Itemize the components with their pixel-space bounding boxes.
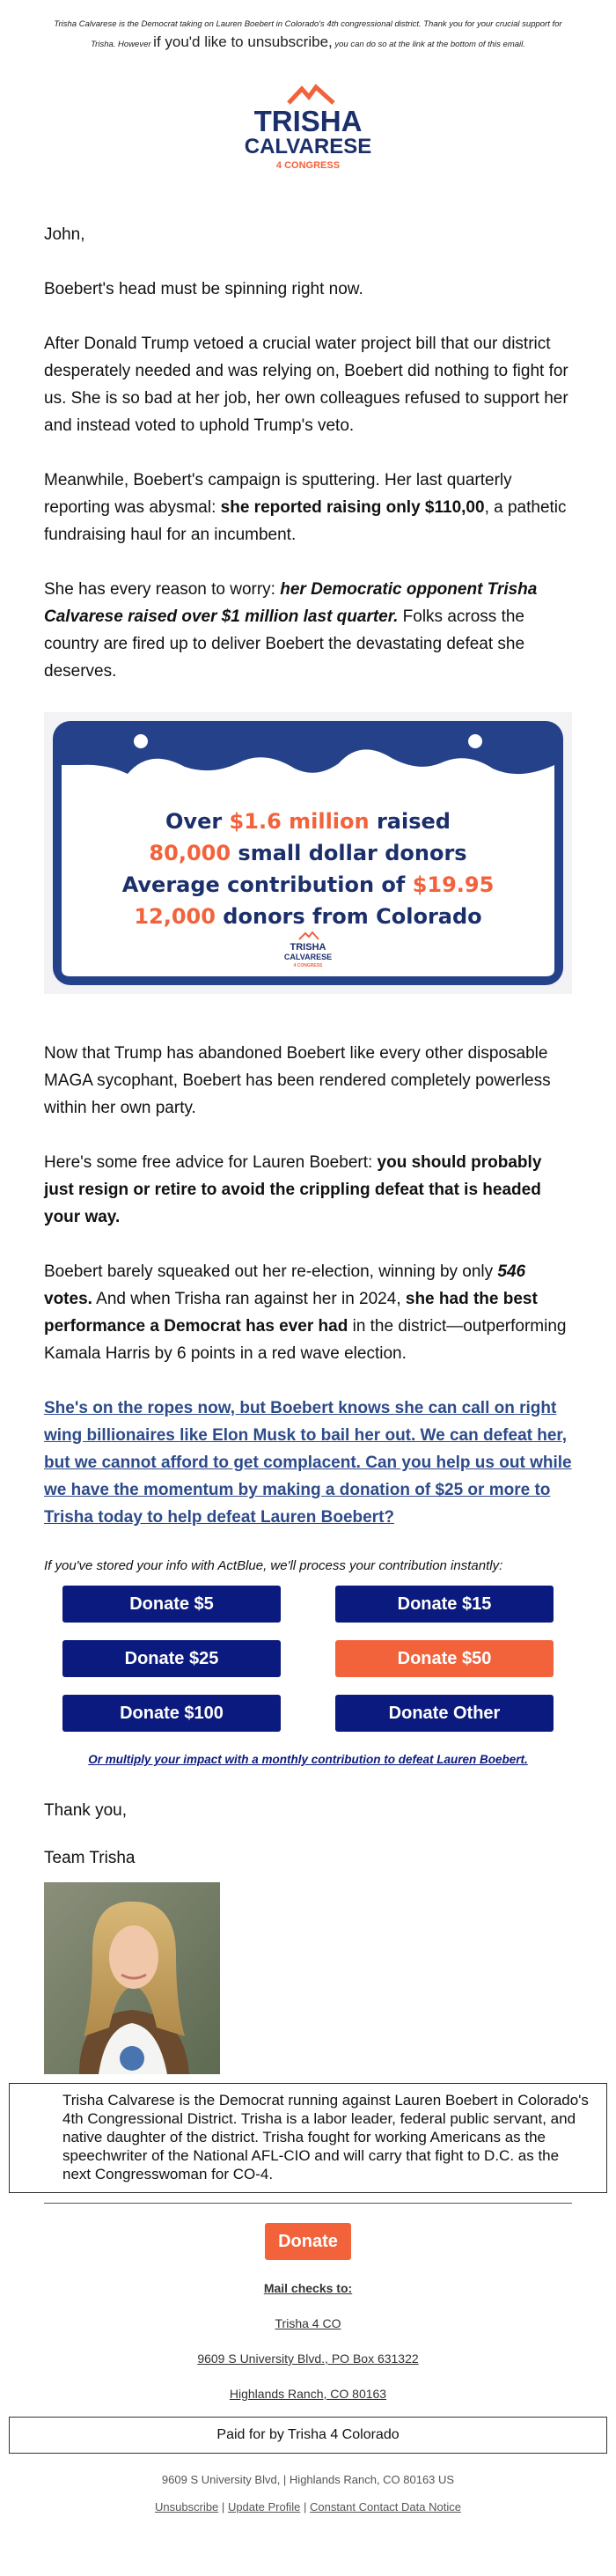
divider	[44, 2203, 572, 2204]
paragraph-7: Boebert barely squeaked out her re-election, winning by only 546 votes. And when Trisha ran against her in 2024, she had the best performance a Democrat has ever had in the district—outperforming Kamala Harris by 6 points in a red wave election.	[44, 1262, 567, 1363]
logo-line1: TRISHA	[253, 105, 363, 137]
donate-button-grid	[0, 1586, 616, 1732]
signoff-team: Team Trisha	[44, 1849, 136, 1867]
stat-line-1: Over $1.6 million raised	[165, 809, 451, 834]
donation-ask-link[interactable]: She's on the ropes now, but Boebert knows she can call on right wing billionaires like Elon Musk to bail her out. We can defeat her, but we cannot afford to get complacent. Can you help us out while we have the momentum by making a donation of $25 or more to Trisha today to help defeat Lauren Boebert?	[44, 1399, 572, 1527]
paragraph-3: Meanwhile, Boebert's campaign is sputtering. Her last quarterly reporting was abysmal: she reported raising only $110,00, a pathetic fundraising haul for an incumbent.	[44, 471, 567, 544]
svg-text:TRISHA: TRISHA	[290, 942, 326, 953]
donate-100-button[interactable]: Donate $100	[62, 1695, 281, 1732]
donate-15-button[interactable]: Donate $15	[335, 1586, 554, 1623]
footer-address: 9609 S University Blvd, | Highlands Ranch, CO 80163 US	[161, 2473, 455, 2486]
mail-checks-block	[0, 2281, 616, 2401]
donate-5-button[interactable]: Donate $5	[62, 1586, 281, 1623]
paragraph-1: Boebert's head must be spinning right now.	[44, 280, 363, 298]
candidate-photo	[44, 1882, 220, 2074]
paragraph-5: Now that Trump has abandoned Boebert like every other disposable MAGA sycophant, Boebert has been rendered completely powerless within her own party.	[44, 1044, 551, 1117]
stat-line-3: Average contribution of $19.95	[121, 872, 495, 897]
email-body	[0, 221, 616, 685]
fundraising-stats-graphic	[44, 712, 572, 994]
preheader-text-tail: you can do so at the link at the bottom of this email.	[334, 40, 525, 49]
svg-text:CALVARESE: CALVARESE	[283, 953, 333, 961]
mail-street: 9609 S University Blvd., PO Box 631322	[197, 2352, 419, 2366]
signoff-thanks: Thank you,	[44, 1801, 127, 1820]
preheader-unsubscribe-text: if you'd like to unsubscribe,	[153, 33, 333, 50]
campaign-logo	[242, 78, 374, 175]
update-profile-link[interactable]: Update Profile	[227, 2500, 301, 2513]
monthly-contribution-link[interactable]: Or multiply your impact with a monthly contribution to defeat Lauren Boebert.	[88, 1753, 528, 1766]
greeting: John,	[44, 225, 85, 244]
stat-line-2: 80,000 small dollar donors	[149, 841, 467, 865]
candidate-bio: Trisha Calvarese is the Democrat running against Lauren Boebert in Colorado's 4th Congressional District. Trisha is a labor leader, federal public servant, and native daughter of the district. Trisha fought for working Americans as the speechwriter of the National AFL-CIO and will carry that fight to D.C. as the next Congresswoman for CO-4.	[9, 2083, 607, 2193]
hole-right	[468, 734, 482, 748]
paragraph-2: After Donald Trump vetoed a crucial water project bill that our district desperately needed and was relying on, Boebert did nothing to fight for us. She is so bad at her job, her own colleagues refused to support her and instead voted to uphold Trump's veto.	[44, 335, 568, 435]
logo-line2: CALVARESE	[244, 135, 372, 158]
stat-line-4: 12,000 donors from Colorado	[134, 904, 482, 929]
actblue-note: If you've stored your info with ActBlue, we'll process your contribution instantly:	[44, 1558, 503, 1573]
logo-line3: 4 CONGRESS	[275, 160, 341, 171]
preheader	[0, 0, 616, 54]
unsubscribe-link[interactable]: Unsubscribe	[155, 2500, 219, 2513]
paragraph-4: She has every reason to worry: her Democratic opponent Trisha Calvarese raised over $1 million last quarter. Folks across the country are fired up to deliver Boebert the devastating defeat she deserves.	[44, 580, 538, 681]
mail-checks-heading: Mail checks to:	[263, 2281, 353, 2295]
hole-left	[134, 734, 148, 748]
paragraph-6: Here's some free advice for Lauren Boebert: you should probably just resign or retire to avoid the crippling defeat that is headed your way.	[44, 1153, 542, 1226]
donate-other-button[interactable]: Donate Other	[335, 1695, 554, 1732]
footer-links: Unsubscribe | Update Profile | Constant Contact Data Notice	[155, 2500, 461, 2513]
mail-city: Highlands Ranch, CO 80163	[229, 2387, 387, 2401]
donate-25-button[interactable]: Donate $25	[62, 1640, 281, 1677]
signoff	[0, 1801, 616, 1868]
svg-text:4 CONGRESS: 4 CONGRESS	[293, 963, 323, 968]
data-notice-link[interactable]: Constant Contact Data Notice	[309, 2500, 461, 2513]
footer-donate-button[interactable]: Donate	[265, 2223, 351, 2260]
preheader-text: Trisha Calvarese is the Democrat taking on Lauren Boebert in Colorado's 4th congressional district. Thank you for your crucial support for Trisha. However	[54, 19, 562, 49]
mail-recipient: Trisha 4 CO	[275, 2316, 341, 2330]
email-body-2	[0, 1040, 616, 1531]
donate-50-button[interactable]: Donate $50	[335, 1640, 554, 1677]
paid-for-disclaimer: Paid for by Trisha 4 Colorado	[9, 2417, 607, 2454]
